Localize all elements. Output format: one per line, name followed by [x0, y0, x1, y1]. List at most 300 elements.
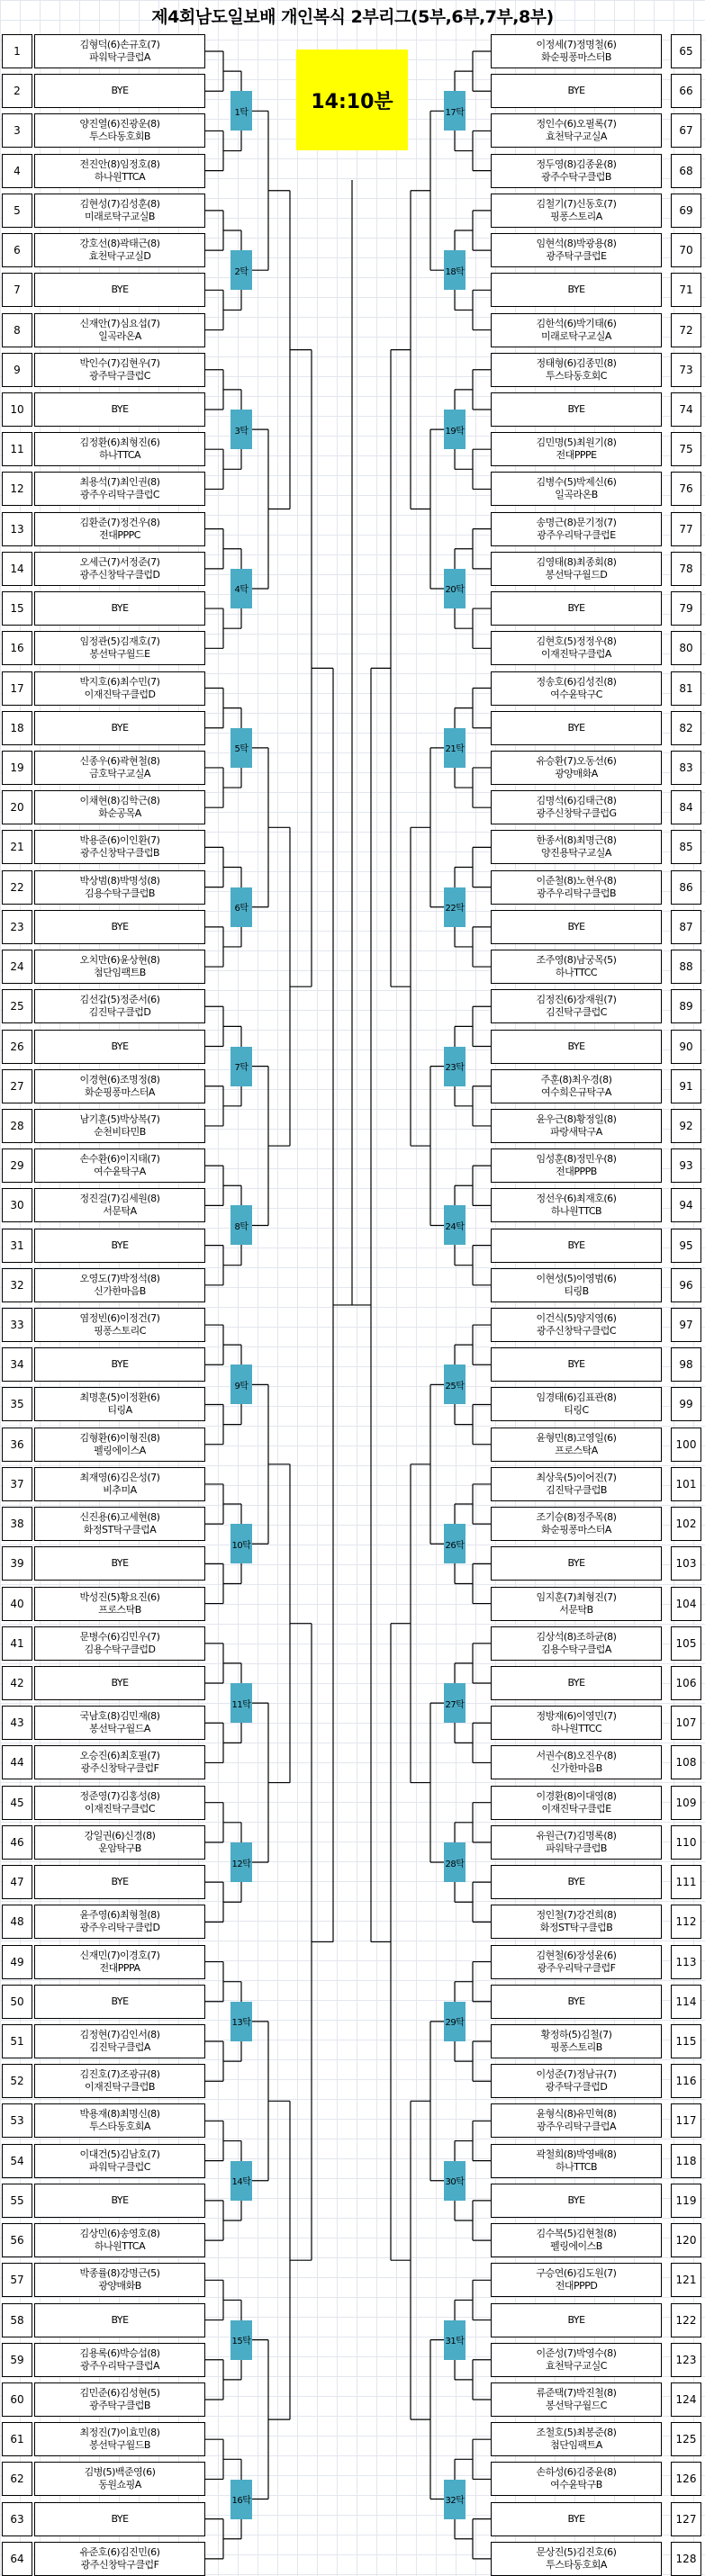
club-name: 하나원TTCA: [94, 170, 146, 183]
player-names: 박지호(6)최수민(7): [79, 675, 160, 688]
player-pair-entry: [34, 1706, 205, 1740]
player-names: BYE: [111, 2512, 129, 2525]
match-table-label: 22탁: [444, 887, 465, 927]
club-name: 티링B: [564, 1284, 589, 1297]
club-name: 비추미A: [103, 1483, 137, 1496]
match-table-label: 18탁: [444, 250, 465, 290]
player-names: 국남호(8)김민재(8): [79, 1710, 160, 1723]
match-table-label: 32탁: [444, 2480, 465, 2519]
player-pair-entry: [34, 591, 205, 626]
match-table-label: 3탁: [230, 410, 252, 449]
player-pair-entry: [491, 233, 662, 267]
club-name: 광주신창탁구클럽B: [79, 847, 160, 860]
player-pair-entry: [34, 1109, 205, 1143]
player-names: 이대건(5)김남호(7): [79, 2148, 160, 2160]
player-names: 류준택(7)박진철(8): [536, 2386, 617, 2399]
seed-number: 90: [671, 1030, 701, 1064]
player-names: 이정세(7)정명철(6): [536, 39, 617, 50]
player-pair-entry: [34, 113, 205, 148]
player-names: 김현호(5)정정우(8): [536, 635, 617, 648]
club-name: 김진탁구클럽A: [89, 2041, 150, 2053]
player-pair-entry: [491, 1188, 662, 1222]
seed-number: 92: [671, 1109, 701, 1143]
club-name: 신가한마음B: [550, 1762, 602, 1775]
player-pair-entry: [34, 2462, 205, 2496]
seed-number: 85: [671, 830, 701, 864]
club-name: 광주신창탁구클럽F: [80, 1762, 159, 1775]
club-name: 파워탁구클럽C: [89, 2160, 150, 2173]
player-pair-entry: [491, 2303, 662, 2337]
seed-number: 11: [2, 432, 32, 466]
seed-number: 61: [2, 2422, 32, 2456]
player-pair-entry: [34, 2382, 205, 2417]
club-name: 화순공목A: [98, 807, 141, 820]
player-pair-entry: [491, 1109, 662, 1143]
seed-number: 60: [2, 2382, 32, 2417]
seed-number: 116: [671, 2064, 701, 2098]
player-pair-entry: [491, 2144, 662, 2178]
player-names: 문상진(5)김진호(6): [536, 2545, 617, 2558]
player-pair-entry: [491, 671, 662, 706]
player-pair-entry: [34, 1546, 205, 1581]
player-names: 이경환(8)이대영(8): [536, 1789, 617, 1802]
player-names: BYE: [567, 602, 585, 615]
player-pair-entry: [491, 1229, 662, 1263]
player-pair-entry: [491, 1546, 662, 1581]
player-pair-entry: [34, 2263, 205, 2297]
match-table-label: 1탁: [230, 91, 252, 131]
player-pair-entry: [491, 512, 662, 546]
time-label: 14:10분: [296, 50, 408, 150]
player-names: 문병수(6)김민우(7): [79, 1630, 160, 1643]
player-names: 임경태(6)김표관(8): [536, 1392, 617, 1404]
player-pair-entry: [34, 233, 205, 267]
player-names: 황정하(5)김철(7): [540, 2029, 612, 2040]
club-name: 프로스탁B: [98, 1603, 141, 1616]
player-names: 윤주영(6)최형철(8): [79, 1909, 160, 1922]
club-name: 광주우리탁구클럽A: [536, 2121, 617, 2133]
club-name: 광주탁구클럽E: [546, 250, 607, 263]
player-pair-entry: [491, 313, 662, 347]
seed-number: 3: [2, 113, 32, 148]
player-names: 최명훈(5)이정환(6): [79, 1392, 160, 1404]
match-table-label: 21탁: [444, 728, 465, 768]
seed-number: 115: [671, 2024, 701, 2058]
player-pair-entry: [491, 432, 662, 466]
club-name: 봉선탁구월드B: [89, 2439, 150, 2452]
player-pair-entry: [491, 154, 662, 188]
seed-number: 72: [671, 313, 701, 347]
player-pair-entry: [491, 2103, 662, 2138]
player-names: 최정진(7)이효민(8): [79, 2427, 160, 2439]
seed-number: 21: [2, 830, 32, 864]
player-pair-entry: [491, 1347, 662, 1382]
player-pair-entry: [34, 1030, 205, 1064]
club-name: 핑퐁스토리B: [550, 2041, 602, 2053]
seed-number: 50: [2, 1985, 32, 2019]
player-names: 조기승(8)정주목(8): [536, 1511, 617, 1524]
club-name: 효천탁구교실C: [546, 2359, 607, 2372]
club-name: 하나TTCA: [98, 449, 141, 462]
player-names: 김형덕(6)손규호(7): [79, 39, 160, 50]
club-name: 순천비타민B: [94, 1125, 146, 1138]
player-pair-entry: [491, 1030, 662, 1064]
club-name: 미래로탁구교실A: [541, 329, 611, 342]
player-names: 신진용(6)고세현(8): [79, 1511, 160, 1524]
player-pair-entry: [491, 711, 662, 745]
club-name: 광주신창탁구클럽C: [536, 1325, 617, 1338]
match-table-label: 17탁: [444, 91, 465, 131]
match-table-label: 15탁: [230, 2320, 252, 2360]
player-names: 김정환(6)최형진(6): [79, 437, 160, 449]
seed-number: 121: [671, 2263, 701, 2297]
player-names: 정진걸(7)김세원(8): [79, 1193, 160, 1205]
player-names: BYE: [111, 2193, 129, 2206]
seed-number: 64: [2, 2542, 32, 2576]
player-pair-entry: [491, 1905, 662, 1939]
club-name: 펠링에이스B: [550, 2240, 602, 2253]
player-names: 임지훈(7)최형진(7): [536, 1590, 617, 1603]
player-names: 박인수(7)김현우(7): [79, 356, 160, 369]
seed-number: 97: [671, 1308, 701, 1342]
player-names: 염정빈(6)이정건(7): [79, 1312, 160, 1325]
player-pair-entry: [491, 1865, 662, 1899]
seed-number: 113: [671, 1945, 701, 1979]
match-table-label: 7탁: [230, 1047, 252, 1086]
seed-number: 124: [671, 2382, 701, 2417]
match-table-label: 6탁: [230, 887, 252, 927]
player-names: BYE: [567, 1995, 585, 2007]
seed-number: 12: [2, 472, 32, 506]
player-pair-entry: [34, 950, 205, 984]
player-pair-entry: [491, 1745, 662, 1779]
match-table-label: 9탁: [230, 1365, 252, 1404]
player-names: 정송호(6)김성진(8): [536, 675, 617, 688]
club-name: 광주탁구클럽D: [545, 2081, 608, 2094]
club-name: 전대PPPE: [556, 449, 597, 462]
seed-number: 118: [671, 2144, 701, 2178]
player-names: BYE: [567, 2193, 585, 2206]
player-names: BYE: [111, 284, 129, 296]
player-names: 윤형식(8)유민혁(8): [536, 2108, 617, 2121]
seed-number: 43: [2, 1706, 32, 1740]
seed-number: 87: [671, 910, 701, 944]
club-name: 광주신창탁구클럽F: [80, 2558, 159, 2571]
seed-number: 98: [671, 1347, 701, 1382]
club-name: 투스타동호회B: [89, 131, 150, 143]
player-pair-entry: [491, 870, 662, 905]
club-name: 이재진탁구클럽D: [84, 688, 156, 700]
player-names: 김현성(7)김성훈(8): [79, 197, 160, 210]
seed-number: 78: [671, 552, 701, 586]
club-name: 첨단임팩트A: [550, 2439, 602, 2452]
club-name: 화순핑퐁마스터A: [85, 1085, 155, 1098]
seed-number: 79: [671, 591, 701, 626]
player-pair-entry: [34, 194, 205, 228]
player-names: 조주영(8)남궁목(5): [536, 954, 617, 967]
player-pair-entry: [491, 989, 662, 1023]
player-pair-entry: [491, 2064, 662, 2098]
player-names: 김병(5)백준영(6): [84, 2466, 156, 2479]
player-pair-entry: [34, 34, 205, 68]
player-names: 최용석(7)최인권(8): [79, 476, 160, 489]
player-names: 박상범(8)박명성(8): [79, 874, 160, 887]
club-name: 이재진탁구클럽B: [85, 2081, 155, 2094]
club-name: 핑퐁스토리C: [94, 1325, 146, 1338]
player-pair-entry: [34, 1428, 205, 1462]
player-pair-entry: [34, 512, 205, 546]
seed-number: 38: [2, 1507, 32, 1541]
club-name: 하나원TTCB: [550, 1205, 602, 1218]
seed-number: 75: [671, 432, 701, 466]
player-names: 이건식(5)양지영(6): [536, 1312, 617, 1325]
seed-number: 117: [671, 2103, 701, 2138]
seed-number: 73: [671, 353, 701, 387]
match-table-label: 27탁: [444, 1683, 465, 1723]
club-name: 봉선탁구월드D: [545, 568, 608, 581]
seed-number: 47: [2, 1865, 32, 1899]
seed-number: 94: [671, 1188, 701, 1222]
player-pair-entry: [491, 113, 662, 148]
player-pair-entry: [34, 1587, 205, 1621]
club-name: 신가한마음B: [94, 1284, 146, 1297]
player-pair-entry: [491, 472, 662, 506]
club-name: 광주신창탁구클럽D: [79, 568, 160, 581]
seed-number: 99: [671, 1387, 701, 1421]
player-pair-entry: [491, 1666, 662, 1700]
player-pair-entry: [491, 1069, 662, 1103]
player-names: 송명근(8)문기정(7): [536, 516, 617, 528]
player-names: BYE: [567, 284, 585, 296]
club-name: 광주우리탁구클럽E: [537, 528, 616, 541]
player-names: 정선우(6)최재호(6): [536, 1193, 617, 1205]
player-names: 김수복(5)김현철(8): [536, 2228, 617, 2240]
club-name: 김진탁구클럽B: [546, 1483, 607, 1496]
seed-number: 40: [2, 1587, 32, 1621]
club-name: 김진탁구클럽C: [546, 1006, 607, 1019]
seed-number: 114: [671, 1985, 701, 2019]
seed-number: 111: [671, 1865, 701, 1899]
player-pair-entry: [491, 273, 662, 307]
player-pair-entry: [491, 1507, 662, 1541]
player-names: 양진열(6)진광운(8): [79, 118, 160, 131]
seed-number: 66: [671, 74, 701, 108]
seed-number: 14: [2, 552, 32, 586]
club-name: 광주신창탁구클럽G: [536, 807, 617, 820]
player-names: BYE: [111, 85, 129, 97]
player-names: 이준성(7)박영수(8): [536, 2346, 617, 2359]
seed-number: 100: [671, 1428, 701, 1462]
seed-number: 31: [2, 1229, 32, 1263]
seed-number: 91: [671, 1069, 701, 1103]
seed-number: 28: [2, 1109, 32, 1143]
seed-number: 10: [2, 392, 32, 427]
player-pair-entry: [34, 2024, 205, 2058]
player-names: BYE: [111, 1995, 129, 2007]
player-pair-entry: [34, 1467, 205, 1501]
seed-number: 49: [2, 1945, 32, 1979]
player-names: 김형환(6)이형진(8): [79, 1431, 160, 1444]
seed-number: 16: [2, 631, 32, 665]
player-pair-entry: [491, 2343, 662, 2377]
seed-number: 45: [2, 1786, 32, 1820]
player-pair-entry: [491, 591, 662, 626]
seed-number: 22: [2, 870, 32, 905]
player-names: 오승진(6)최호필(7): [79, 1750, 160, 1762]
seed-number: 122: [671, 2303, 701, 2337]
seed-number: 59: [2, 2343, 32, 2377]
player-names: 정준영(7)김홍성(8): [79, 1789, 160, 1802]
player-names: 유승환(7)오동선(6): [536, 754, 617, 767]
player-names: 이채현(8)김학근(8): [79, 795, 160, 807]
player-pair-entry: [491, 1428, 662, 1462]
player-pair-entry: [34, 631, 205, 665]
player-names: 이성준(7)정남규(7): [536, 2068, 617, 2081]
match-table-label: 26탁: [444, 1524, 465, 1563]
club-name: 광주수탁구클럽B: [541, 170, 611, 183]
seed-number: 119: [671, 2184, 701, 2218]
seed-number: 86: [671, 870, 701, 905]
player-pair-entry: [34, 870, 205, 905]
player-pair-entry: [34, 1188, 205, 1222]
seed-number: 17: [2, 671, 32, 706]
club-name: 일곡라온A: [98, 329, 141, 342]
player-pair-entry: [34, 1745, 205, 1779]
player-names: BYE: [111, 1040, 129, 1052]
club-name: 서문탁B: [559, 1603, 593, 1616]
player-names: 김상민(6)송영호(8): [79, 2228, 160, 2240]
player-pair-entry: [491, 2382, 662, 2417]
player-names: 김정진(6)장재원(7): [536, 994, 617, 1006]
match-table-label: 14탁: [230, 2161, 252, 2201]
player-names: 정인철(7)강건희(8): [536, 1909, 617, 1922]
player-names: BYE: [111, 2313, 129, 2326]
seed-number: 33: [2, 1308, 32, 1342]
player-pair-entry: [34, 273, 205, 307]
seed-number: 95: [671, 1229, 701, 1263]
player-names: 오세근(7)서정준(7): [79, 555, 160, 568]
player-pair-entry: [34, 830, 205, 864]
club-name: 프로스탁A: [555, 1444, 598, 1456]
player-names: BYE: [111, 721, 129, 734]
seed-number: 128: [671, 2542, 701, 2576]
player-pair-entry: [34, 154, 205, 188]
seed-number: 93: [671, 1148, 701, 1183]
player-names: 김민명(5)최원기(8): [536, 437, 617, 449]
player-names: 구승연(6)김도원(7): [536, 2267, 617, 2280]
match-table-label: 25탁: [444, 1365, 465, 1404]
player-names: BYE: [567, 721, 585, 734]
player-names: BYE: [567, 1876, 585, 1888]
player-pair-entry: [491, 34, 662, 68]
club-name: 티링C: [564, 1404, 589, 1417]
club-name: 투스타동호회A: [89, 2121, 150, 2133]
player-names: 정인수(6)오필록(7): [536, 118, 617, 131]
match-table-label: 13탁: [230, 2002, 252, 2041]
seed-number: 56: [2, 2223, 32, 2257]
player-names: 유원근(7)김명록(8): [536, 1829, 617, 1842]
player-pair-entry: [34, 1905, 205, 1939]
player-names: 정태형(6)김종민(8): [536, 356, 617, 369]
player-pair-entry: [34, 2303, 205, 2337]
player-names: 신종우(6)곽현철(8): [79, 754, 160, 767]
player-names: 강일권(6)신경(8): [84, 1829, 156, 1842]
seed-number: 1: [2, 34, 32, 68]
player-pair-entry: [34, 472, 205, 506]
club-name: 광주우리탁구클럽D: [79, 1922, 160, 1934]
seed-number: 71: [671, 273, 701, 307]
club-name: 여수윤탁구A: [94, 1166, 146, 1178]
club-name: 화순핑퐁마스터A: [541, 1524, 611, 1536]
player-pair-entry: [491, 2223, 662, 2257]
player-pair-entry: [491, 552, 662, 586]
player-names: BYE: [567, 1358, 585, 1371]
club-name: 전대PPPB: [556, 1166, 597, 1178]
seed-number: 2: [2, 74, 32, 108]
seed-number: 62: [2, 2462, 32, 2496]
player-names: 남기훈(5)박상복(7): [79, 1112, 160, 1125]
seed-number: 30: [2, 1188, 32, 1222]
seed-number: 48: [2, 1905, 32, 1939]
match-table-label: 23탁: [444, 1047, 465, 1086]
seed-number: 39: [2, 1546, 32, 1581]
player-pair-entry: [34, 751, 205, 785]
seed-number: 54: [2, 2144, 32, 2178]
player-pair-entry: [491, 1985, 662, 2019]
player-names: BYE: [567, 85, 585, 97]
player-names: 강호선(8)곽태근(8): [79, 238, 160, 250]
seed-number: 18: [2, 711, 32, 745]
seed-number: 109: [671, 1786, 701, 1820]
match-table-label: 24탁: [444, 1205, 465, 1245]
club-name: 펠링에이스A: [94, 1444, 146, 1456]
club-name: 화정ST탁구클럽B: [539, 1922, 613, 1934]
player-names: 손하성(6)김중윤(8): [536, 2466, 617, 2479]
club-name: 전대PPPC: [99, 528, 140, 541]
seed-number: 25: [2, 989, 32, 1023]
seed-number: 123: [671, 2343, 701, 2377]
seed-number: 46: [2, 1825, 32, 1860]
player-pair-entry: [491, 830, 662, 864]
seed-number: 101: [671, 1467, 701, 1501]
club-name: 이재진탁구클럽A: [541, 648, 611, 661]
player-names: 전진안(8)임정호(8): [79, 158, 160, 170]
player-names: BYE: [567, 1238, 585, 1251]
seed-number: 108: [671, 1745, 701, 1779]
seed-number: 89: [671, 989, 701, 1023]
seed-number: 80: [671, 631, 701, 665]
player-pair-entry: [34, 910, 205, 944]
seed-number: 106: [671, 1666, 701, 1700]
player-names: 박성진(5)황요진(6): [79, 1590, 160, 1603]
player-names: 박용재(8)최명신(8): [79, 2108, 160, 2121]
player-names: 임성훈(8)정민우(8): [536, 1153, 617, 1166]
match-table-label: 8탁: [230, 1205, 252, 1245]
player-pair-entry: [491, 631, 662, 665]
seed-number: 120: [671, 2223, 701, 2257]
player-pair-entry: [34, 1148, 205, 1183]
club-name: 효천탁구교실A: [546, 131, 607, 143]
match-table-label: 30탁: [444, 2161, 465, 2201]
player-pair-entry: [34, 313, 205, 347]
seed-number: 19: [2, 751, 32, 785]
club-name: 파워탁구클럽B: [546, 1842, 607, 1854]
seed-number: 58: [2, 2303, 32, 2337]
player-pair-entry: [491, 2184, 662, 2218]
player-names: 유준호(6)김진민(6): [79, 2545, 160, 2558]
player-names: 주훈(8)최우경(8): [540, 1073, 612, 1085]
seed-number: 126: [671, 2462, 701, 2496]
